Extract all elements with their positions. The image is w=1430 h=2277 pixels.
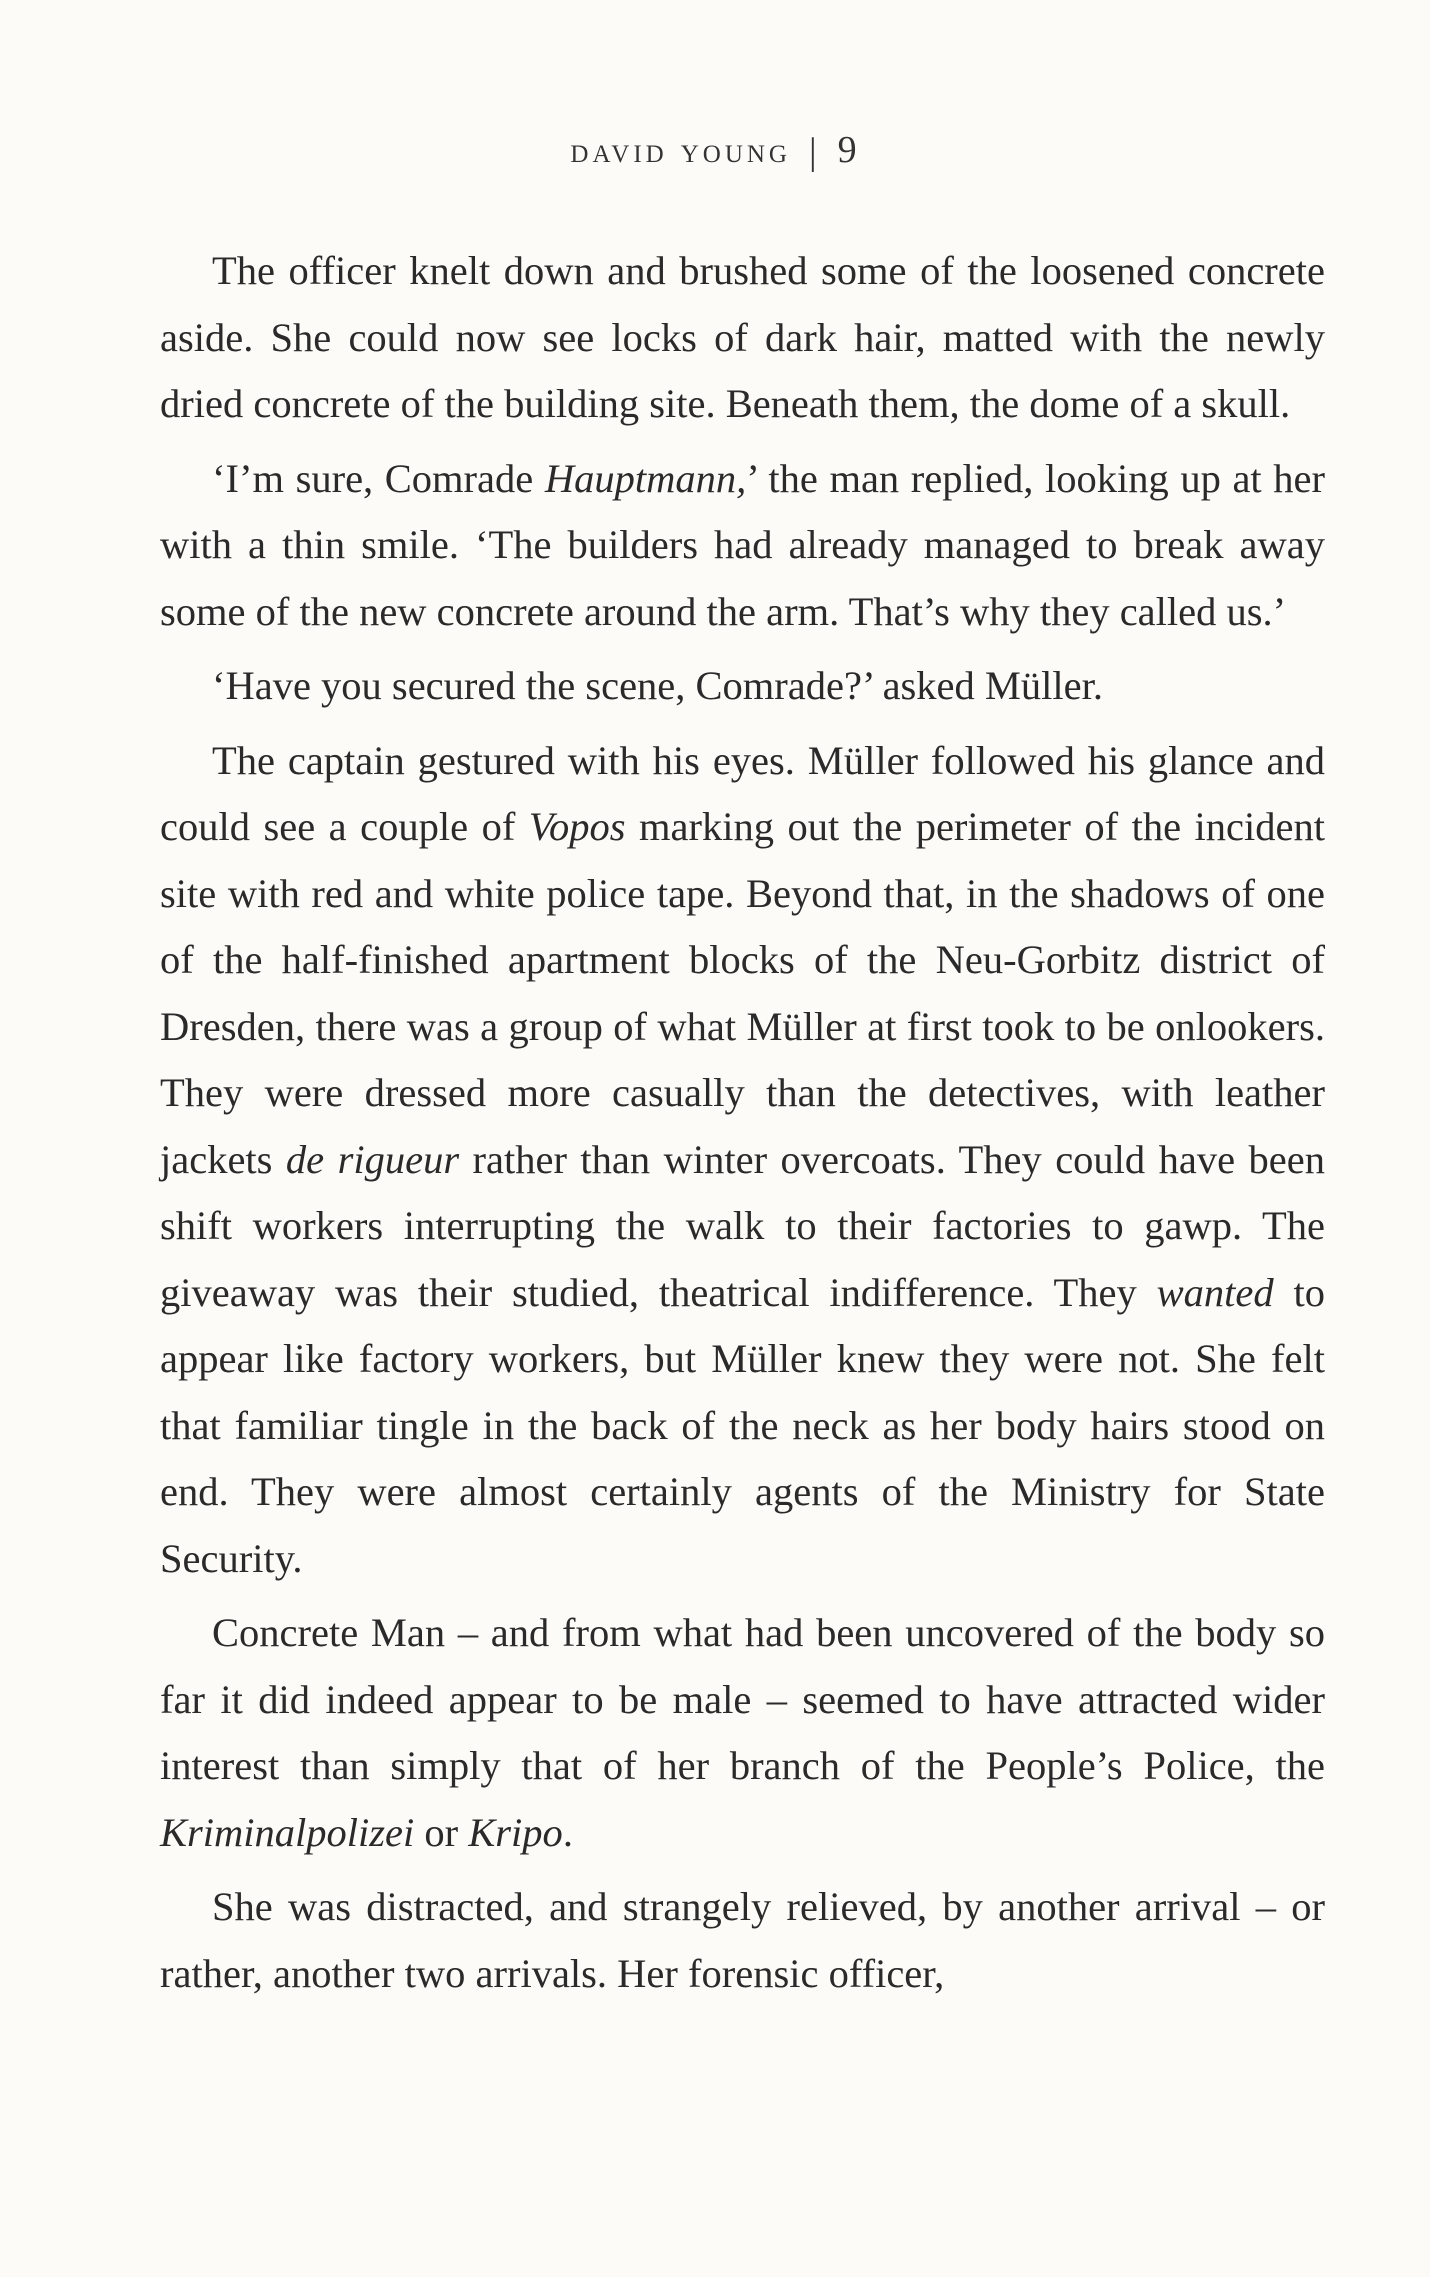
paragraph [160,238,1325,438]
paragraph [160,1874,1325,2007]
italic-text: Vopos [528,804,626,849]
text-run: Concrete Man – and from what had been uncovered of the body so far it did indeed appear to be male – seemed to have attracted wider interest than simply that of her branch of the People’s Police, the [160,1610,1325,1788]
body-text [160,238,1325,2015]
text-run: The officer knelt down and brushed some of the loosened concrete aside. She could now see locks of dark hair, matted with the newly dried concrete of the building site. Beneath them, the dome of a skull. [160,248,1325,426]
italic-text: wanted [1156,1269,1274,1315]
text-run: rather than winter overcoats. They could have been shift workers interrupting the walk to their factories to gawp. The giveaway was their studied, theatrical indifference. They [160,1136,1325,1315]
text-run: to appear like factory workers, but Müller knew they were not. She felt that familiar tingle in the back of the neck as her body hairs stood on end. They were almost certainly agents of the Ministry for State Security. [160,1269,1325,1581]
paragraph [160,728,1325,1593]
text-run: . [562,1809,573,1855]
text-run: ‘Have you secured the scene, Comrade?’ asked Müller. [212,663,1104,708]
text-run: She was distracted, and strangely relieved, by another arrival – or rather, another two arrivals. Her forensic officer, [160,1884,1325,1996]
paragraph [160,653,1325,720]
italic-text: Kripo [468,1809,563,1855]
running-head-separator: | [808,131,820,173]
running-head [0,128,1430,174]
italic-text: de rigueur [285,1136,460,1182]
text-run: or [414,1809,469,1855]
italic-text: Kriminalpolizei [160,1809,415,1855]
text-run: ’ the man replied, looking up at her with a thin smile. ‘The builders had already managed to break away some of the new concrete around the arm. That’s why they called us.’ [160,455,1326,634]
italic-text: Hauptmann, [544,455,747,501]
text-run: ‘I’m sure, Comrade [212,455,545,501]
running-head-author: david young [570,130,791,170]
text-run: marking out the perimeter of the incident site with red and white police tape. Beyond that, in the shadows of one of the half-finished apartment blocks of the Neu-Gorbitz district of Dresden, there was a group of what Müller at first took to be onlookers. They were dressed more casually than the detectives, with leather jackets [160,804,1325,1182]
paragraph [160,446,1325,646]
text-run: The captain gestured with his eyes. Müller followed his glance and could see a couple of [160,737,1325,849]
page-number: 9 [837,129,860,171]
paragraph [160,1600,1325,1866]
